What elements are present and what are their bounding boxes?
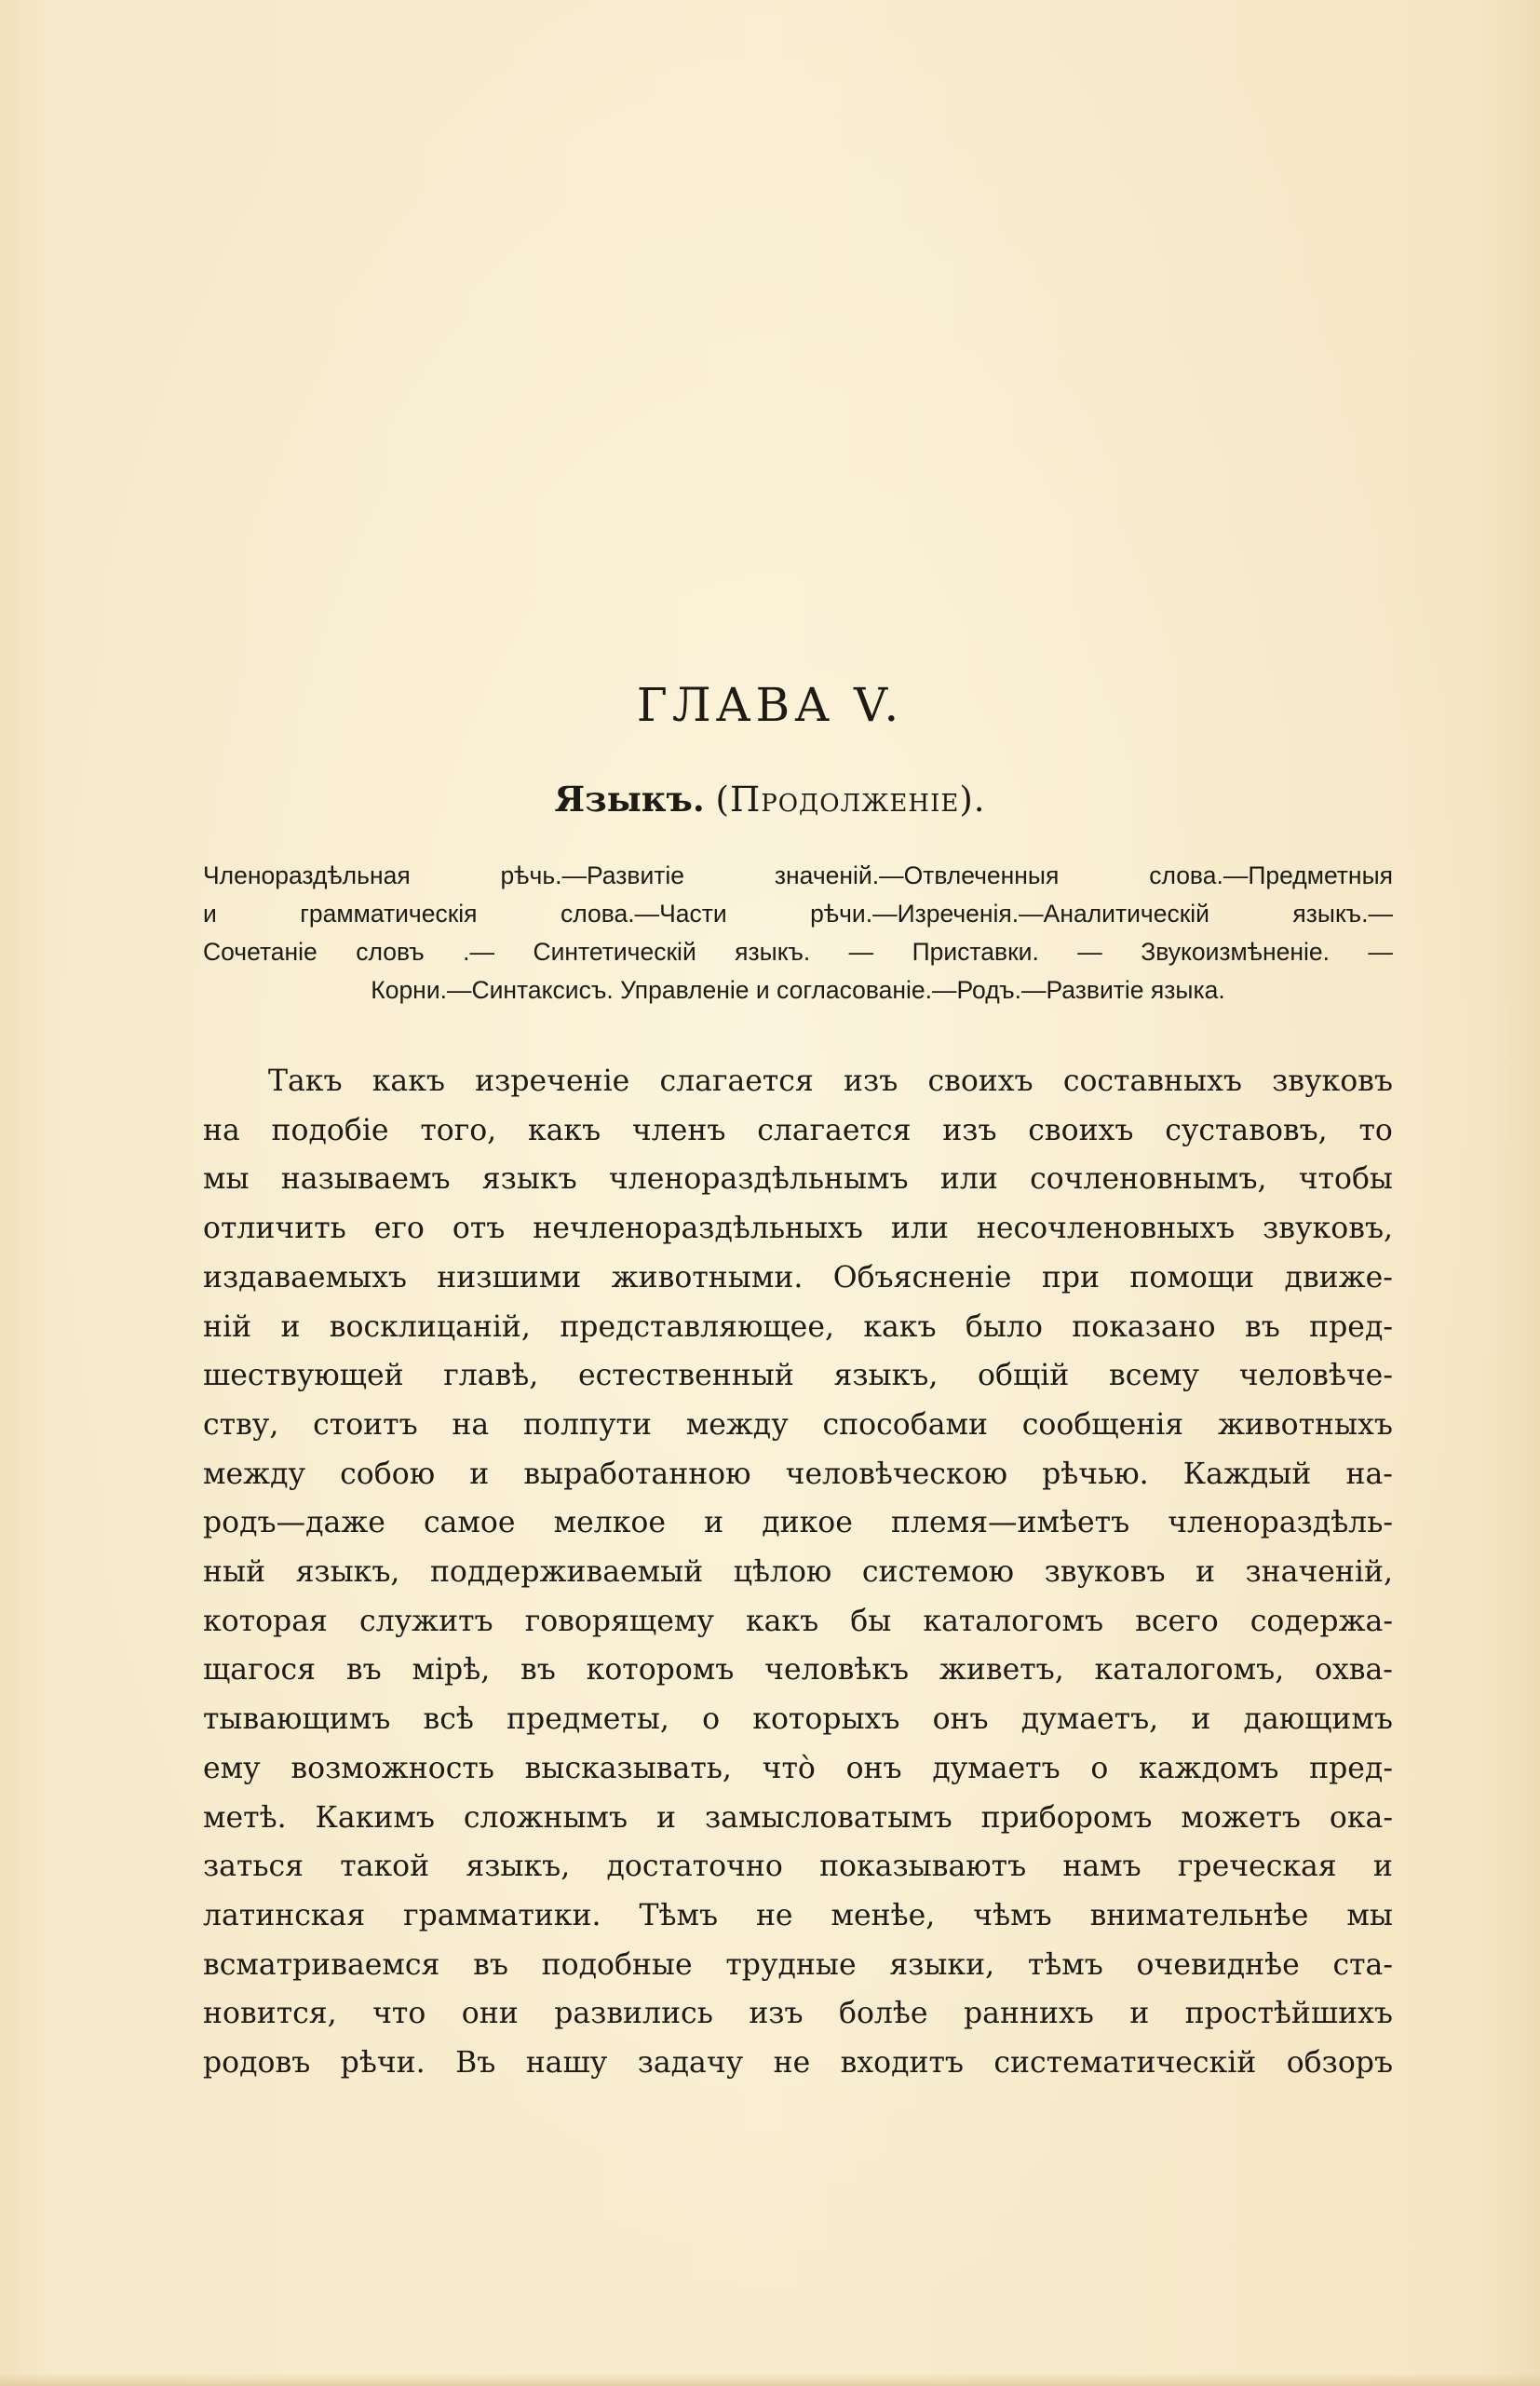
word: способами bbox=[822, 1407, 988, 1442]
text-line bbox=[203, 1989, 1393, 2039]
word: своихъ bbox=[927, 1064, 1033, 1098]
word: — bbox=[848, 938, 874, 966]
text-line bbox=[203, 1597, 1393, 1647]
word: бы bbox=[850, 1604, 892, 1638]
word: несочленовныхъ bbox=[976, 1212, 1236, 1246]
word: систематическiй bbox=[993, 2046, 1257, 2081]
word: слагается bbox=[659, 1064, 814, 1098]
text-line bbox=[203, 1303, 1393, 1352]
word: слагается bbox=[757, 1113, 912, 1147]
word: не bbox=[773, 2046, 811, 2081]
word: говорящему bbox=[524, 1604, 714, 1638]
word: менѣе, bbox=[831, 1898, 936, 1932]
word: между bbox=[203, 1457, 306, 1491]
text-line bbox=[203, 1941, 1393, 1990]
text-line bbox=[203, 2039, 1393, 2088]
word: они bbox=[461, 1997, 519, 2031]
body-paragraph bbox=[203, 1057, 1393, 2088]
word: охва- bbox=[1315, 1653, 1393, 1688]
word: онъ bbox=[932, 1702, 989, 1737]
subtitle-main: Языкъ. bbox=[554, 779, 705, 820]
word: Сочетанiе bbox=[203, 938, 317, 966]
word: ный bbox=[203, 1555, 266, 1590]
word: собою bbox=[340, 1457, 436, 1491]
word: показано bbox=[1072, 1309, 1216, 1344]
word: звуковъ bbox=[1044, 1555, 1166, 1590]
word: тывающимъ bbox=[203, 1702, 391, 1737]
word: и bbox=[1129, 1997, 1150, 2031]
word: полпути bbox=[522, 1407, 652, 1442]
word: можетъ bbox=[1181, 1800, 1301, 1835]
word: что̀ bbox=[762, 1751, 816, 1785]
word: членораздѣльнымъ bbox=[608, 1162, 909, 1197]
text-line bbox=[203, 1204, 1393, 1254]
word: чтобы bbox=[1298, 1162, 1393, 1197]
word: того, bbox=[420, 1113, 497, 1147]
word: членъ bbox=[631, 1113, 726, 1147]
word: родовъ bbox=[203, 2046, 311, 2081]
text-line bbox=[203, 1891, 1393, 1941]
word: Въ bbox=[455, 2046, 496, 2081]
text-line bbox=[203, 1106, 1393, 1156]
word: очевиднѣе bbox=[1136, 1947, 1300, 1982]
word: какъ bbox=[371, 1064, 445, 1098]
text-line bbox=[203, 1646, 1393, 1695]
page-bottom-edge bbox=[0, 2373, 1540, 2386]
word: общiй bbox=[978, 1359, 1070, 1393]
chapter-title: ГЛАВА V. bbox=[636, 678, 904, 732]
word: латинская bbox=[203, 1898, 366, 1932]
word: пред- bbox=[1309, 1309, 1393, 1344]
word: не bbox=[755, 1898, 793, 1932]
word: достаточно bbox=[606, 1850, 783, 1884]
word: выработанною bbox=[523, 1457, 751, 1491]
word: которыхъ bbox=[752, 1702, 900, 1737]
summary-line bbox=[203, 857, 1393, 895]
word: издаваемыхъ bbox=[203, 1260, 407, 1295]
word: приборомъ bbox=[980, 1800, 1153, 1835]
word: всему bbox=[1108, 1359, 1200, 1393]
word: на- bbox=[1345, 1457, 1393, 1491]
word: между bbox=[685, 1407, 789, 1442]
word: какъ bbox=[745, 1604, 819, 1638]
word: на bbox=[203, 1113, 240, 1147]
word: звуковъ, bbox=[1263, 1212, 1393, 1246]
word: каталогомъ bbox=[923, 1604, 1104, 1638]
word: — bbox=[1077, 938, 1102, 966]
word: такой bbox=[340, 1850, 430, 1884]
word: восклицанiй, bbox=[329, 1309, 531, 1344]
summary-line bbox=[203, 971, 1393, 1010]
word: въ bbox=[345, 1653, 382, 1688]
word: или bbox=[890, 1212, 949, 1246]
word: естественный bbox=[577, 1359, 794, 1393]
word: то bbox=[1358, 1113, 1393, 1147]
word: содержа- bbox=[1250, 1604, 1393, 1638]
word: и bbox=[203, 900, 217, 928]
word: Тѣмъ bbox=[639, 1898, 718, 1932]
word: чѣмъ bbox=[973, 1898, 1052, 1932]
text-line bbox=[203, 1450, 1393, 1499]
word: и bbox=[280, 1309, 301, 1344]
text-line bbox=[203, 1351, 1393, 1401]
text-line bbox=[203, 1254, 1393, 1303]
word: системою bbox=[861, 1555, 1015, 1590]
word: Звукоизмѣненiе. bbox=[1141, 938, 1330, 966]
word: что bbox=[372, 1997, 426, 2031]
word: всѣ bbox=[423, 1702, 474, 1737]
text-line bbox=[203, 1548, 1393, 1597]
word: языкъ bbox=[481, 1162, 577, 1197]
word: тѣмъ bbox=[1027, 1947, 1103, 1982]
word: трудные bbox=[725, 1947, 857, 1982]
word: Каждый bbox=[1182, 1457, 1312, 1491]
word: животными. bbox=[611, 1260, 804, 1295]
word: и bbox=[1196, 1555, 1215, 1590]
chapter-subtitle bbox=[0, 779, 1540, 820]
subtitle-continuation: (Продолженiе). bbox=[715, 780, 986, 820]
chapter-summary bbox=[203, 857, 1393, 1010]
word: пред- bbox=[1309, 1751, 1393, 1785]
word: Синтетическiй bbox=[533, 938, 696, 966]
word: высказывать, bbox=[524, 1751, 732, 1785]
text-line bbox=[203, 1794, 1393, 1843]
word: сообщенiя bbox=[1021, 1407, 1184, 1442]
word: мiрѣ, bbox=[412, 1653, 491, 1688]
word: Какимъ bbox=[315, 1800, 435, 1835]
word: изъ bbox=[749, 1997, 804, 2031]
word: было bbox=[965, 1309, 1043, 1344]
word: и bbox=[1372, 1850, 1393, 1884]
word: дикое bbox=[762, 1506, 853, 1540]
word: .— bbox=[463, 938, 495, 966]
word: языки, bbox=[889, 1947, 995, 1982]
word: слова.—Части bbox=[560, 900, 727, 928]
word: языкъ, bbox=[833, 1359, 939, 1393]
text-line bbox=[203, 1401, 1393, 1450]
word: языкъ.— bbox=[1292, 900, 1393, 928]
word: простѣйшихъ bbox=[1184, 1997, 1393, 2031]
word: думаетъ bbox=[932, 1751, 1060, 1785]
word: нечленораздѣльныхъ bbox=[533, 1212, 863, 1246]
word: или bbox=[939, 1162, 998, 1197]
word: внимательнѣе bbox=[1089, 1898, 1309, 1932]
word: суставовъ, bbox=[1165, 1113, 1328, 1147]
word: изъ bbox=[844, 1064, 898, 1098]
word: болѣе bbox=[838, 1997, 928, 2031]
word: цѣлою bbox=[733, 1555, 832, 1590]
word: нiй bbox=[203, 1309, 252, 1344]
word: служитъ bbox=[358, 1604, 493, 1638]
word: и bbox=[1191, 1702, 1211, 1737]
word: грамматическiя bbox=[300, 900, 478, 928]
word: Членораздѣльная bbox=[203, 861, 411, 889]
word: изреченiе bbox=[475, 1064, 630, 1098]
word: изъ bbox=[942, 1113, 997, 1147]
word: въ bbox=[473, 1947, 508, 1982]
word: при bbox=[1041, 1260, 1101, 1295]
word: новится, bbox=[203, 1997, 337, 2031]
summary-line bbox=[203, 933, 1393, 971]
word: греческая bbox=[1177, 1850, 1337, 1884]
word: членораздѣль- bbox=[1168, 1506, 1393, 1540]
word: рѣчь.—Развитiе bbox=[500, 861, 685, 889]
word: родъ—даже bbox=[203, 1506, 385, 1540]
word: всматриваемся bbox=[203, 1947, 440, 1982]
word: животныхъ bbox=[1217, 1407, 1393, 1442]
word: и bbox=[469, 1457, 490, 1491]
word: Объясненiе bbox=[832, 1260, 1012, 1295]
word: племя—имѣетъ bbox=[891, 1506, 1130, 1540]
word: которомъ bbox=[586, 1653, 735, 1688]
word: раннихъ bbox=[964, 1997, 1094, 2031]
word: поддерживаемый bbox=[429, 1555, 704, 1590]
word: рѣчи. bbox=[340, 2046, 426, 2081]
word: стоитъ bbox=[313, 1407, 418, 1442]
word: дающимъ bbox=[1243, 1702, 1393, 1737]
word: самое bbox=[423, 1506, 516, 1540]
word: языкъ, bbox=[295, 1555, 400, 1590]
word: низшими bbox=[437, 1260, 582, 1295]
word: думаетъ, bbox=[1020, 1702, 1159, 1737]
word: заться bbox=[203, 1850, 304, 1884]
word: о bbox=[702, 1702, 721, 1737]
word: составныхъ bbox=[1062, 1064, 1242, 1098]
word: замысловатымъ bbox=[704, 1800, 952, 1835]
word: ста- bbox=[1332, 1947, 1393, 1982]
word: подобные bbox=[541, 1947, 693, 1982]
word: въ bbox=[520, 1653, 556, 1688]
word: на bbox=[452, 1407, 490, 1442]
word: всего bbox=[1135, 1604, 1219, 1638]
word: — bbox=[1368, 938, 1393, 966]
word: нашу bbox=[525, 2046, 608, 2081]
word: метѣ. bbox=[203, 1800, 287, 1835]
word: входитъ bbox=[840, 2046, 964, 2081]
word: Корни.—Синтаксисъ. Управленiе и согласованiе.—Родъ.—Развитiе языка. bbox=[371, 976, 1225, 1004]
text-line bbox=[203, 1744, 1393, 1794]
word: ока- bbox=[1329, 1800, 1393, 1835]
word: главѣ, bbox=[443, 1359, 539, 1393]
word: отличить bbox=[203, 1212, 346, 1246]
text-line bbox=[203, 1498, 1393, 1548]
word: мелкое bbox=[553, 1506, 667, 1540]
word: человѣческою bbox=[785, 1457, 1008, 1491]
word: Такъ bbox=[268, 1064, 343, 1098]
text-line bbox=[203, 1695, 1393, 1744]
word: представляющее, bbox=[560, 1309, 834, 1344]
word: предметы, bbox=[507, 1702, 669, 1737]
word: своихъ bbox=[1028, 1113, 1134, 1147]
word: сложнымъ bbox=[463, 1800, 628, 1835]
word: шествующей bbox=[203, 1359, 404, 1393]
word: каталогомъ, bbox=[1094, 1653, 1285, 1688]
word: ству, bbox=[203, 1407, 279, 1442]
word: живетъ, bbox=[939, 1653, 1064, 1688]
word: движе- bbox=[1284, 1260, 1393, 1295]
word: Приставки. bbox=[912, 938, 1039, 966]
word: помощи bbox=[1129, 1260, 1255, 1295]
text-line bbox=[203, 1155, 1393, 1204]
summary-line bbox=[203, 895, 1393, 933]
word: звуковъ bbox=[1272, 1064, 1393, 1098]
word: его bbox=[373, 1212, 425, 1246]
word: обзоръ bbox=[1286, 2046, 1393, 2081]
word: значенiй, bbox=[1245, 1555, 1393, 1590]
word: задачу bbox=[637, 2046, 744, 2081]
word: какъ bbox=[527, 1113, 601, 1147]
word: и bbox=[656, 1800, 677, 1835]
word: сочленовнымъ, bbox=[1030, 1162, 1267, 1197]
text-line bbox=[203, 1057, 1393, 1106]
word: мы bbox=[203, 1162, 250, 1197]
word: отъ bbox=[452, 1212, 506, 1246]
word: щагося bbox=[203, 1653, 317, 1688]
word: языкъ. bbox=[735, 938, 811, 966]
word: въ bbox=[1245, 1309, 1280, 1344]
text-line bbox=[203, 1842, 1393, 1891]
word: онъ bbox=[845, 1751, 902, 1785]
word: о bbox=[1090, 1751, 1109, 1785]
word: человѣкъ bbox=[764, 1653, 910, 1688]
word: развились bbox=[554, 1997, 713, 2031]
word: рѣчи.—Изреченiя.—Аналитическiй bbox=[810, 900, 1209, 928]
word: человѣче- bbox=[1238, 1359, 1393, 1393]
word: намъ bbox=[1062, 1850, 1141, 1884]
word: слова.—Предметныя bbox=[1149, 861, 1393, 889]
word: языкъ, bbox=[466, 1850, 571, 1884]
word: подобiе bbox=[271, 1113, 389, 1147]
word: называемъ bbox=[280, 1162, 451, 1197]
word: словъ bbox=[356, 938, 425, 966]
word: какъ bbox=[863, 1309, 937, 1344]
word: и bbox=[704, 1506, 724, 1540]
word: показываютъ bbox=[819, 1850, 1027, 1884]
word: возможность bbox=[290, 1751, 494, 1785]
word: ему bbox=[203, 1751, 261, 1785]
word: грамматики. bbox=[403, 1898, 601, 1932]
word: рѣчью. bbox=[1042, 1457, 1149, 1491]
word: которая bbox=[203, 1604, 328, 1638]
word: мы bbox=[1346, 1898, 1393, 1932]
word: каждомъ bbox=[1139, 1751, 1279, 1785]
word: значенiй.—Отвлеченныя bbox=[774, 861, 1060, 889]
